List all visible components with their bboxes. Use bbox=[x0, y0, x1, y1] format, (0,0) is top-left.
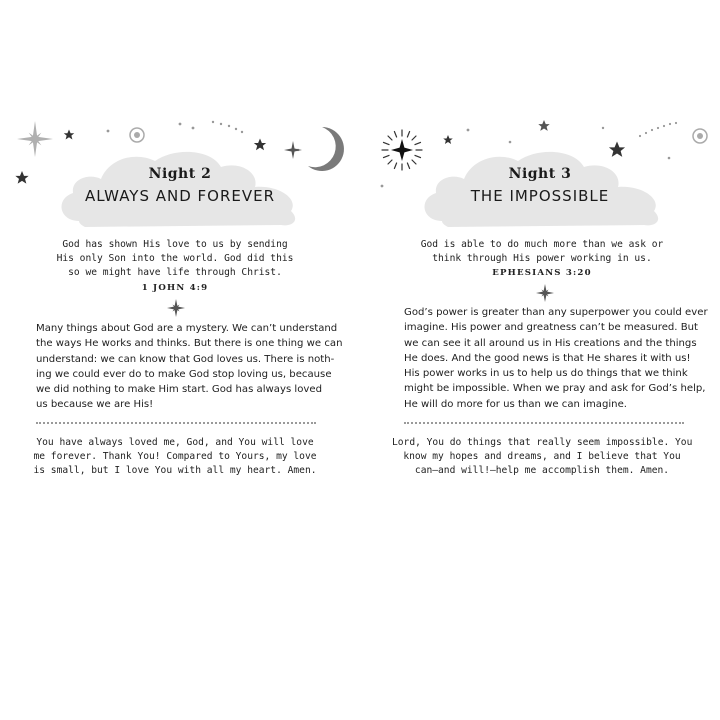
prayer-line: know my hopes and dreams, and I believe that You bbox=[403, 451, 681, 463]
body-line: we can see it all around us in His creations and the things bbox=[404, 337, 697, 349]
verse-line: so we might have life through Christ. bbox=[68, 267, 282, 278]
prayer-line: me forever. Thank You! Compared to Yours, my love bbox=[33, 451, 317, 463]
divider-sparkle-icon bbox=[166, 298, 186, 318]
night-label: Night 3 bbox=[508, 166, 572, 182]
verse-line: God is able to do much more than we ask or bbox=[420, 239, 664, 250]
body-line: understand: we can know that God loves us. There is noth- bbox=[36, 353, 335, 365]
right-page bbox=[360, 0, 720, 720]
body-line: the ways He works and thinks. But there is one thing we can bbox=[36, 338, 343, 350]
page-title: THE IMPOSSIBLE bbox=[470, 187, 610, 205]
body-line: His power works in us to help us do things that we think bbox=[404, 368, 688, 380]
ring-icon bbox=[130, 128, 144, 142]
night-label: Night 2 bbox=[148, 166, 212, 182]
prayer-line: Lord, You do things that really seem impossible. You bbox=[392, 437, 693, 448]
body-line: we did nothing to make Him start. God has always loved bbox=[36, 384, 322, 396]
devotional-body bbox=[404, 305, 708, 412]
body-line: He will do more for us than we can imagine. bbox=[404, 398, 627, 410]
verse-reference: 1 JOHN 4:9 bbox=[141, 283, 209, 293]
body-line: imagine. His power and greatness can’t be measured. But bbox=[404, 322, 699, 334]
verse-line: His only Son into the world. God did this bbox=[56, 253, 294, 264]
divider-sparkle-icon bbox=[535, 283, 555, 303]
verse-reference: EPHESIANS 3:20 bbox=[492, 268, 592, 278]
body-line: us because we are His! bbox=[36, 399, 154, 411]
star-icon bbox=[538, 120, 549, 131]
star-icon bbox=[64, 130, 74, 140]
body-line: might be impossible. When we pray and ask for God’s help, bbox=[404, 383, 706, 395]
ring-icon bbox=[693, 129, 707, 143]
prayer-line: can—and will!—help me accomplish them. Amen. bbox=[414, 465, 670, 477]
dotted-divider bbox=[404, 422, 684, 424]
starburst-icon bbox=[382, 130, 422, 170]
scripture-verse bbox=[392, 238, 692, 266]
verse-line: God has shown His love to us by sending bbox=[62, 239, 288, 250]
crescent-moon-icon bbox=[308, 127, 344, 171]
prayer-line: is small, but I love You with all my heart. Amen. bbox=[33, 465, 317, 477]
verse-line: think through His power working in us. bbox=[432, 253, 652, 264]
scripture-verse bbox=[25, 238, 325, 280]
dotted-divider bbox=[36, 422, 316, 424]
devotional-body bbox=[36, 321, 343, 413]
body-line: Many things about God are a mystery. We can’t understand bbox=[36, 323, 338, 334]
prayer-line: You have always loved me, God, and You will love bbox=[36, 437, 314, 448]
body-line: ing we could ever do to make God stop loving us, because bbox=[36, 368, 332, 380]
prayer bbox=[25, 436, 325, 479]
sparkle-star-icon bbox=[17, 121, 53, 157]
page-title: ALWAYS AND FOREVER bbox=[84, 187, 276, 205]
body-line: God’s power is greater than any superpower you could ever bbox=[404, 307, 708, 318]
body-line: He does. And the good news is that He shares it with us! bbox=[404, 352, 691, 364]
prayer bbox=[392, 436, 692, 479]
